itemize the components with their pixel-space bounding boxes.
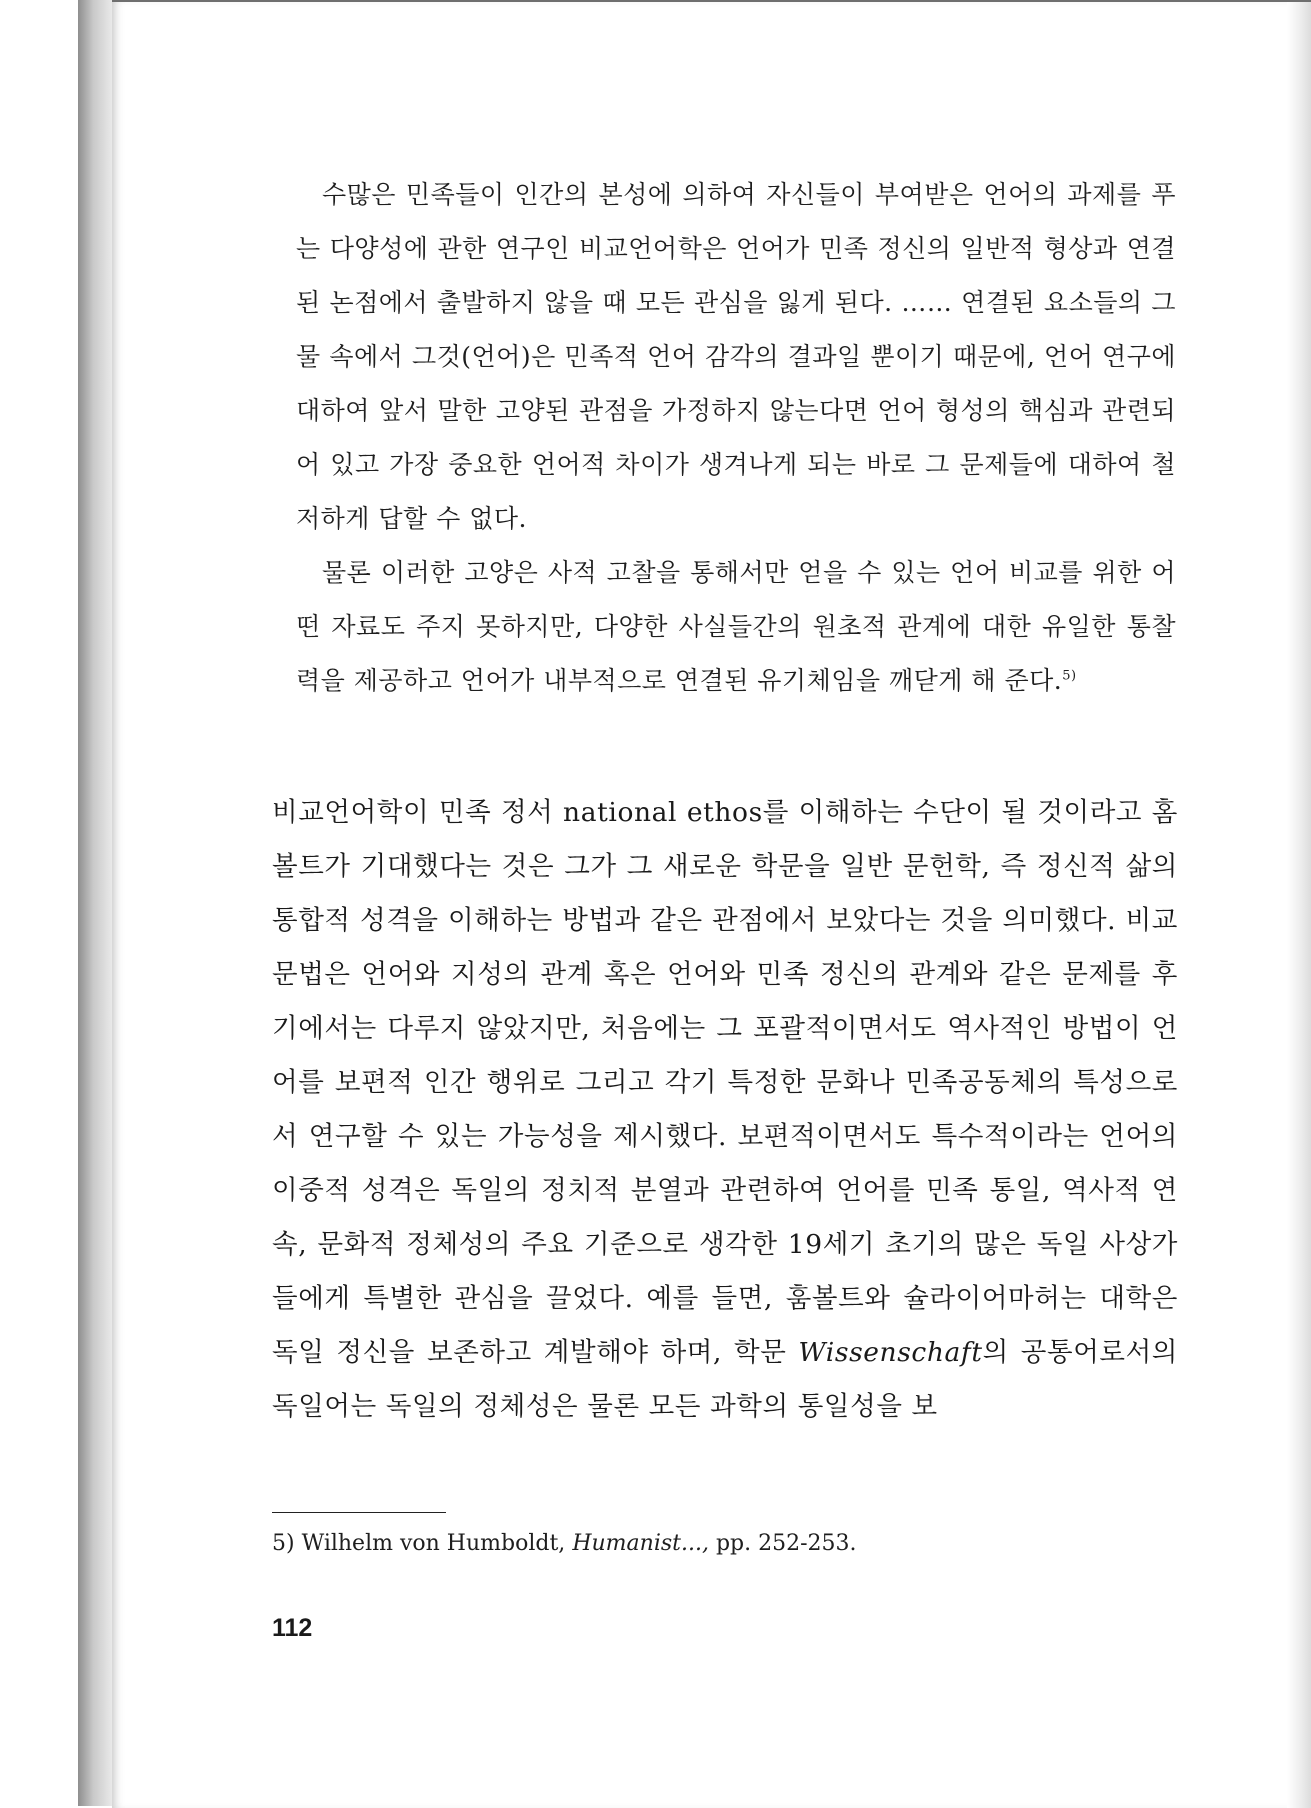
italic-term: Wissenschaft (798, 1337, 983, 1368)
body-text-segment-1: 비교언어학이 민족 정서 national ethos를 이해하는 수단이 될 것이라고 홈볼트가 기대했다는 것은 그가 그 새로운 학문을 일반 문헌학, 즉 정신적 삶의 통합적 성격을 이해하는 방법과 같은 관점에서 보았다는 것을 의미했다. 비교문법은 언어와 지성의 관계 혹은 언어와 민족 정신의 관계와 같은 문제를 후기에서는 다루지 않았지만, 처음에는 그 포괄적이면서도 역사적인 방법이 언어를 보편적 인간 행위로 그리고 각기 특정한 문화나 민족공동체의 특성으로서 연구할 수 있는 가능성을 제시했다. 보편적이면서도 특수적이라는 언어의 이중적 성격은 독일의 정치적 분열과 관련하여 언어를 민족 통일, 역사적 연속, 문화적 정체성의 주요 기준으로 생각한 19세기 초기의 많은 독일 사상가들에게 특별한 관심을 끌었다. 예를 들면, 훔볼트와 슐라이어마허는 대학은 독일 정신을 보존하고 계발해야 하며, 학문 (272, 797, 1178, 1368)
page-right-shadow (1287, 2, 1311, 1808)
block-quote (296, 168, 1176, 708)
body-text-segment-2: 의 공통어로서의 독일어는 독일의 정체성은 물론 모든 과학의 통일성을 보 (272, 1337, 1178, 1422)
footnote-reference-marker: 5) (1062, 668, 1077, 684)
footnote-divider (272, 1512, 446, 1513)
quote-paragraph-2-text: 물론 이러한 고양은 사적 고찰을 통해서만 얻을 수 있는 언어 비교를 위한 어떤 자료도 주지 못하지만, 다양한 사실들간의 원초적 관계에 대한 유일한 통찰력을 제공하고 언어가 내부적으로 연결된 유기체임을 깨닫게 해 준다. (296, 558, 1176, 695)
book-spine-edge (78, 0, 112, 1806)
footnote-title: Humanist..., (572, 1531, 709, 1556)
footnote-pages: pp. 252-253. (715, 1531, 857, 1556)
quote-paragraph-2 (296, 546, 1176, 708)
main-body-text (272, 786, 1178, 1434)
quote-paragraph-1: 수많은 민족들이 인간의 본성에 의하여 자신들이 부여받은 언어의 과제를 푸는 다양성에 관한 연구인 비교언어학은 언어가 민족 정신의 일반적 형상과 연결된 논점에서 출발하지 않을 때 모든 관심을 잃게 된다. …… 연결된 요소들의 그물 속에서 그것(언어)은 민족적 언어 감각의 결과일 뿐이기 때문에, 언어 연구에 대하여 앞서 말한 고양된 관점을 가정하지 않는다면 언어 형성의 핵심과 관련되어 있고 가장 중요한 언어적 차이가 생겨나게 되는 바로 그 문제들에 대하여 철저하게 답할 수 없다. (296, 180, 1176, 533)
page-number: 112 (272, 1614, 313, 1642)
footnote-number: 5) (272, 1531, 295, 1556)
body-paragraph (272, 786, 1178, 1434)
footnote (272, 1528, 1172, 1560)
footnote-author: Wilhelm von Humboldt, (301, 1531, 566, 1556)
